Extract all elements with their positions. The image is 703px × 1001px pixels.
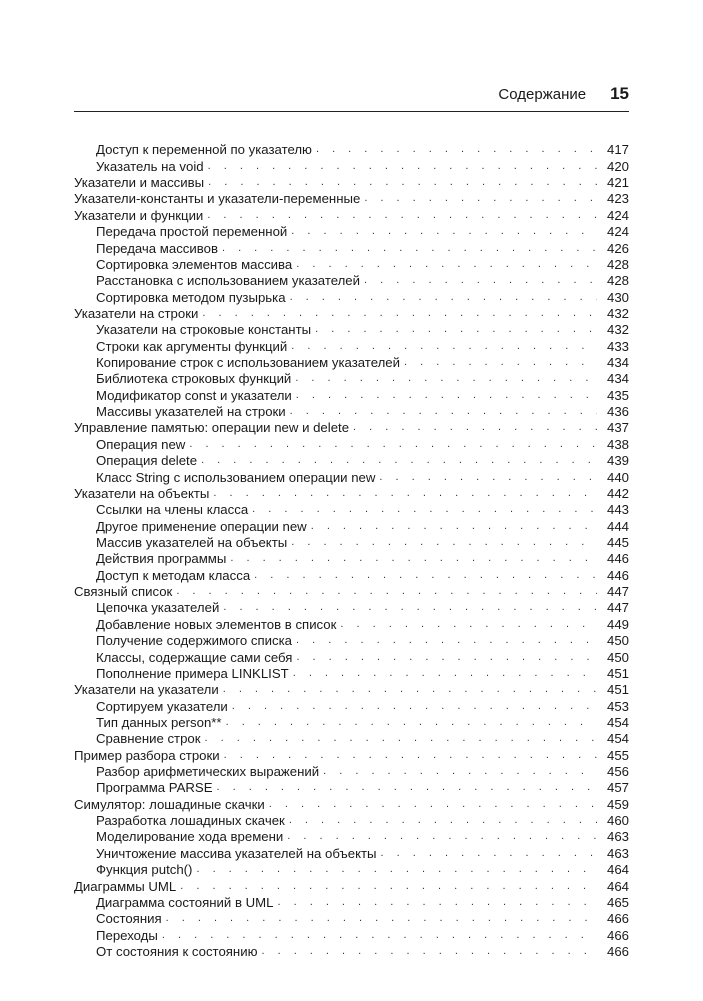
toc-entry-page: 454 bbox=[606, 731, 629, 747]
toc-entry-title: Диаграмма состояний в UML bbox=[96, 894, 274, 910]
dot-leader bbox=[176, 584, 597, 599]
toc-entry bbox=[74, 926, 629, 942]
toc-entry-page: 445 bbox=[606, 534, 629, 550]
toc-entry bbox=[74, 239, 629, 255]
toc-entry bbox=[74, 419, 629, 435]
toc-entry-title: Указатели на строки bbox=[74, 305, 199, 321]
dot-leader bbox=[293, 666, 597, 681]
toc-entry-title: Состояния bbox=[96, 911, 162, 927]
dot-leader bbox=[291, 224, 597, 239]
toc-entry-title: Функция putch() bbox=[96, 862, 193, 878]
toc-entry-title: Массивы указателей на строки bbox=[96, 404, 286, 420]
toc-entry bbox=[74, 910, 629, 926]
toc-entry bbox=[74, 632, 629, 648]
toc-entry-page: 466 bbox=[606, 927, 629, 943]
toc-entry-page: 451 bbox=[606, 682, 629, 698]
toc-entry-page: 446 bbox=[606, 551, 629, 567]
toc-entry-page: 446 bbox=[606, 567, 629, 583]
toc-entry-title: Сортировка методом пузырька bbox=[96, 289, 286, 305]
toc-entry bbox=[74, 305, 629, 321]
toc-entry-page: 464 bbox=[606, 878, 629, 894]
toc-entry-title: Другое применение операции new bbox=[96, 518, 307, 534]
toc-entry-title: Указатели на объекты bbox=[74, 485, 210, 501]
toc-entry-page: 423 bbox=[606, 191, 629, 207]
dot-leader bbox=[216, 780, 597, 795]
dot-leader bbox=[196, 862, 597, 877]
toc-entry-title: Доступ к переменной по указателю bbox=[96, 142, 312, 158]
toc-entry-title: Классы, содержащие сами себя bbox=[96, 649, 293, 665]
toc-entry bbox=[74, 943, 629, 959]
toc-entry bbox=[74, 828, 629, 844]
toc-entry-title: Расстановка с использованием указателей bbox=[96, 273, 361, 289]
toc-entry bbox=[74, 599, 629, 615]
toc-entry-title: Уничтожение массива указателей на объекты bbox=[96, 845, 377, 861]
dot-leader bbox=[269, 797, 597, 812]
dot-leader bbox=[208, 175, 597, 190]
toc-entry bbox=[74, 354, 629, 370]
toc-entry-page: 463 bbox=[606, 845, 629, 861]
toc-entry-page: 450 bbox=[606, 649, 629, 665]
dot-leader bbox=[296, 633, 597, 648]
toc-entry-title: От состояния к состоянию bbox=[96, 943, 258, 959]
dot-leader bbox=[166, 911, 597, 926]
toc-entry-title: Сортировка элементов массива bbox=[96, 256, 293, 272]
dot-leader bbox=[340, 617, 597, 632]
toc-entry-page: 438 bbox=[606, 436, 629, 452]
toc-entry-page: 432 bbox=[606, 322, 629, 338]
dot-leader bbox=[232, 699, 597, 714]
toc-entry-title: Доступ к методам класса bbox=[96, 567, 251, 583]
toc-entry-page: 428 bbox=[606, 256, 629, 272]
dot-leader bbox=[162, 928, 597, 943]
toc-entry-page: 463 bbox=[606, 829, 629, 845]
toc-entry-title: Сортируем указатели bbox=[96, 698, 228, 714]
toc-entry bbox=[74, 648, 629, 664]
dot-leader bbox=[277, 895, 597, 910]
dot-leader bbox=[316, 142, 597, 157]
toc-entry-title: Библиотека строковых функций bbox=[96, 371, 292, 387]
toc-entry-page: 453 bbox=[606, 698, 629, 714]
toc-entry bbox=[74, 452, 629, 468]
toc-entry bbox=[74, 288, 629, 304]
toc-entry-title: Указатель на void bbox=[96, 158, 204, 174]
toc-entry-page: 435 bbox=[606, 387, 629, 403]
toc-entry-page: 455 bbox=[606, 747, 629, 763]
toc-entry-page: 436 bbox=[606, 404, 629, 420]
toc-entry bbox=[74, 370, 629, 386]
toc-entry bbox=[74, 861, 629, 877]
toc-entry-page: 454 bbox=[606, 714, 629, 730]
toc-entry-page: 426 bbox=[606, 240, 629, 256]
dot-leader bbox=[252, 502, 597, 517]
toc-entry-title: Передача массивов bbox=[96, 240, 218, 256]
toc-entry bbox=[74, 812, 629, 828]
toc-entry-title: Указатели и функции bbox=[74, 207, 204, 223]
toc-entry-page: 456 bbox=[606, 764, 629, 780]
toc-entry-title: Симулятор: лошадиные скачки bbox=[74, 796, 265, 812]
dot-leader bbox=[296, 257, 597, 272]
toc-entry-title: Указатели на указатели bbox=[74, 682, 219, 698]
toc-entry-page: 420 bbox=[606, 158, 629, 174]
toc-entry-title: Указатели и массивы bbox=[74, 175, 205, 191]
toc-entry bbox=[74, 681, 629, 697]
dot-leader bbox=[201, 453, 597, 468]
toc-entry-page: 424 bbox=[606, 224, 629, 240]
toc-entry-title: Действия программы bbox=[96, 551, 227, 567]
toc-entry-page: 434 bbox=[606, 371, 629, 387]
header-rule bbox=[74, 111, 629, 112]
toc-entry-title: Строки как аргументы функций bbox=[96, 338, 288, 354]
dot-leader bbox=[223, 600, 597, 615]
toc-entry bbox=[74, 501, 629, 517]
dot-leader bbox=[291, 339, 597, 354]
toc-entry-title: Разбор арифметических выражений bbox=[96, 764, 320, 780]
toc-entry-title: Сравнение строк bbox=[96, 731, 201, 747]
toc-entry-page: 464 bbox=[606, 862, 629, 878]
toc-entry bbox=[74, 746, 629, 762]
dot-leader bbox=[381, 846, 597, 861]
toc-entry-title: Копирование строк с использованием указателей bbox=[96, 355, 400, 371]
toc-entry-page: 466 bbox=[606, 911, 629, 927]
toc-entry-title: Указатели на строковые константы bbox=[96, 322, 312, 338]
dot-leader bbox=[323, 764, 597, 779]
toc-entry bbox=[74, 763, 629, 779]
toc-entry-page: 434 bbox=[606, 355, 629, 371]
dot-leader bbox=[226, 715, 597, 730]
toc-entry-title: Цепочка указателей bbox=[96, 600, 220, 616]
toc-entry bbox=[74, 337, 629, 353]
toc-entry-page: 421 bbox=[606, 175, 629, 191]
toc-entry-page: 440 bbox=[606, 469, 629, 485]
toc-entry bbox=[74, 566, 629, 582]
toc-entry bbox=[74, 256, 629, 272]
toc-entry-title: Передача простой переменной bbox=[96, 224, 288, 240]
dot-leader bbox=[223, 682, 597, 697]
toc-entry-title: Тип данных person** bbox=[96, 714, 222, 730]
dot-leader bbox=[353, 420, 597, 435]
dot-leader bbox=[290, 290, 597, 305]
dot-leader bbox=[364, 273, 597, 288]
toc-entry-title: Модификатор const и указатели bbox=[96, 387, 292, 403]
toc-entry-page: 443 bbox=[606, 502, 629, 518]
toc-entry-title: Операция new bbox=[96, 436, 186, 452]
dot-leader bbox=[315, 322, 597, 337]
toc-entry bbox=[74, 615, 629, 631]
dot-leader bbox=[290, 404, 597, 419]
toc-entry-title: Диаграммы UML bbox=[74, 878, 177, 894]
toc-entry-page: 459 bbox=[606, 796, 629, 812]
toc-entry bbox=[74, 534, 629, 550]
toc-entry-page: 451 bbox=[606, 665, 629, 681]
toc-entry-title: Ссылки на члены класса bbox=[96, 502, 249, 518]
dot-leader bbox=[287, 829, 597, 844]
dot-leader bbox=[404, 355, 597, 370]
toc-entry-title: Управление памятью: операции new и delete bbox=[74, 420, 350, 436]
toc-entry-page: 442 bbox=[606, 485, 629, 501]
toc-entry bbox=[74, 714, 629, 730]
dot-leader bbox=[213, 486, 597, 501]
toc-entry bbox=[74, 141, 629, 157]
toc-entry bbox=[74, 321, 629, 337]
dot-leader bbox=[289, 813, 597, 828]
toc-entry-title: Добавление новых элементов в список bbox=[96, 616, 337, 632]
toc-entry-title: Операция delete bbox=[96, 453, 198, 469]
toc-entry-page: 417 bbox=[606, 142, 629, 158]
toc-entry bbox=[74, 730, 629, 746]
dot-leader bbox=[296, 650, 597, 665]
toc-entry-page: 460 bbox=[606, 813, 629, 829]
running-header bbox=[74, 84, 629, 110]
toc-entry-title: Пополнение примера LINKLIST bbox=[96, 665, 289, 681]
toc-entry-title: Пример разбора строки bbox=[74, 747, 220, 763]
toc-entry-title: Получение содержимого списка bbox=[96, 633, 293, 649]
dot-leader bbox=[180, 879, 597, 894]
dot-leader bbox=[222, 241, 597, 256]
toc-entry bbox=[74, 485, 629, 501]
toc-entry bbox=[74, 550, 629, 566]
toc-entry bbox=[74, 157, 629, 173]
dot-leader bbox=[295, 371, 597, 386]
toc-entry bbox=[74, 190, 629, 206]
table-of-contents bbox=[74, 141, 629, 959]
toc-entry bbox=[74, 517, 629, 533]
dot-leader bbox=[205, 731, 597, 746]
toc-entry-page: 466 bbox=[606, 943, 629, 959]
dot-leader bbox=[254, 568, 597, 583]
dot-leader bbox=[189, 437, 597, 452]
toc-entry-page: 457 bbox=[606, 780, 629, 796]
dot-leader bbox=[261, 944, 597, 959]
toc-entry bbox=[74, 665, 629, 681]
toc-entry bbox=[74, 468, 629, 484]
toc-entry-page: 447 bbox=[606, 600, 629, 616]
toc-entry bbox=[74, 795, 629, 811]
toc-entry-page: 449 bbox=[606, 616, 629, 632]
toc-entry bbox=[74, 386, 629, 402]
toc-entry-page: 437 bbox=[606, 420, 629, 436]
toc-entry-title: Указатели-константы и указатели-переменные bbox=[74, 191, 361, 207]
toc-entry-page: 444 bbox=[606, 518, 629, 534]
toc-entry-title: Моделирование хода времени bbox=[96, 829, 284, 845]
header-page-number: 15 bbox=[610, 84, 629, 103]
toc-entry bbox=[74, 272, 629, 288]
toc-entry-title: Класс String с использованием операции new bbox=[96, 469, 376, 485]
toc-entry bbox=[74, 206, 629, 222]
toc-entry-title: Связный список bbox=[74, 584, 173, 600]
dot-leader bbox=[224, 748, 597, 763]
toc-entry bbox=[74, 894, 629, 910]
toc-entry bbox=[74, 583, 629, 599]
dot-leader bbox=[364, 191, 597, 206]
dot-leader bbox=[291, 535, 597, 550]
toc-entry bbox=[74, 844, 629, 860]
dot-leader bbox=[379, 470, 597, 485]
toc-entry-title: Разработка лошадиных скачек bbox=[96, 813, 285, 829]
toc-entry-title: Массив указателей на объекты bbox=[96, 534, 288, 550]
header-title: Содержание bbox=[498, 86, 587, 103]
toc-entry bbox=[74, 697, 629, 713]
dot-leader bbox=[296, 388, 597, 403]
dot-leader bbox=[230, 551, 597, 566]
toc-entry-title: Переходы bbox=[96, 927, 158, 943]
toc-entry bbox=[74, 779, 629, 795]
toc-entry bbox=[74, 403, 629, 419]
toc-entry-page: 433 bbox=[606, 338, 629, 354]
dot-leader bbox=[208, 159, 597, 174]
toc-entry-title: Программа PARSE bbox=[96, 780, 213, 796]
toc-entry-page: 439 bbox=[606, 453, 629, 469]
toc-entry-page: 447 bbox=[606, 584, 629, 600]
toc-entry bbox=[74, 174, 629, 190]
toc-entry-page: 428 bbox=[606, 273, 629, 289]
toc-entry-page: 430 bbox=[606, 289, 629, 305]
toc-entry bbox=[74, 435, 629, 451]
toc-entry-page: 450 bbox=[606, 633, 629, 649]
toc-entry-page: 465 bbox=[606, 894, 629, 910]
toc-entry-page: 424 bbox=[606, 207, 629, 223]
toc-entry bbox=[74, 877, 629, 893]
toc-entry bbox=[74, 223, 629, 239]
dot-leader bbox=[202, 306, 597, 321]
dot-leader bbox=[207, 208, 597, 223]
toc-entry-page: 432 bbox=[606, 305, 629, 321]
dot-leader bbox=[311, 519, 597, 534]
